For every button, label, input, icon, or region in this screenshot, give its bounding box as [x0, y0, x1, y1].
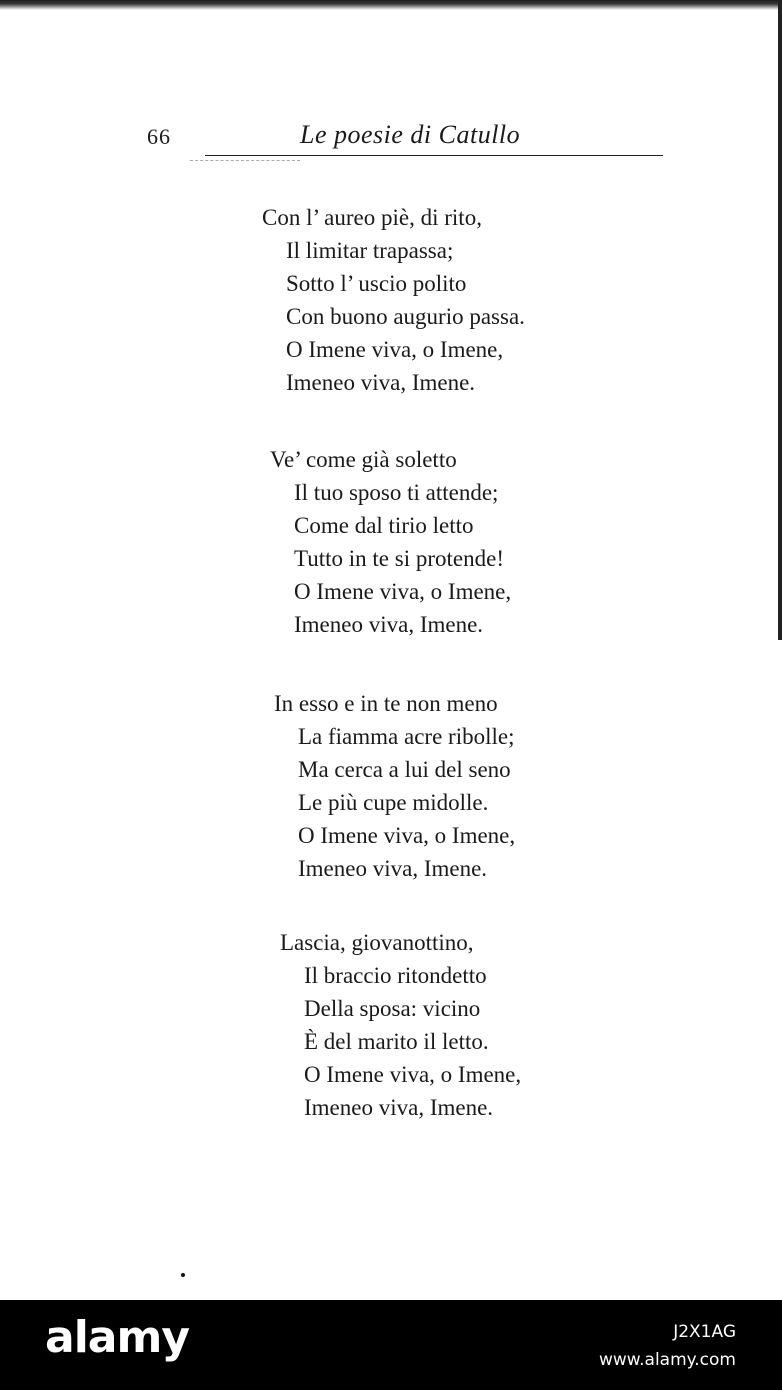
verse-line: O Imene viva, o Imene, [298, 823, 516, 848]
verse-line: È del marito il letto. [304, 1029, 489, 1054]
verse-line: Imeneo viva, Imene. [286, 370, 476, 395]
verse-line: O Imene viva, o Imene, [294, 579, 512, 604]
verse-line: O Imene viva, o Imene, [286, 337, 504, 362]
verse-line: Il limitar trapassa; [286, 238, 454, 263]
verse-line: Con buono augurio passa. [286, 304, 525, 329]
alamy-logo: alamy [45, 1312, 189, 1363]
verse-line: Imeneo viva, Imene. [298, 856, 488, 881]
header-rule-faint [190, 160, 300, 161]
verse-line: Ma cerca a lui del seno [298, 757, 511, 782]
verse-line: O Imene viva, o Imene, [304, 1062, 522, 1087]
running-title: Le poesie di Catullo [300, 120, 521, 149]
verse-line: In esso e in te non meno [274, 691, 498, 716]
image-id: J2X1AG [673, 1322, 736, 1342]
watermark-footer [0, 1300, 782, 1390]
stanza-2 [270, 443, 511, 641]
verse-line: Della sposa: vicino [304, 996, 481, 1021]
verse-line: Imeneo viva, Imene. [294, 612, 484, 637]
verse-line: Le più cupe midolle. [298, 790, 489, 815]
stanza-4 [280, 926, 521, 1124]
stanza-1 [262, 201, 525, 399]
verse-line: Come dal tirio letto [294, 513, 474, 538]
header-rule [205, 155, 663, 156]
verse-line: Tutto in te si protende! [294, 546, 504, 571]
verse-line: Sotto l’ uscio polito [286, 271, 467, 296]
page-number: 66 [147, 124, 171, 149]
ink-speck [181, 1273, 185, 1277]
verse-line: Imeneo viva, Imene. [304, 1095, 494, 1120]
stanza-3 [274, 687, 515, 885]
verse-line: Ve’ come già soletto [270, 447, 457, 472]
verse-line: Con l’ aureo piè, di rito, [262, 205, 482, 230]
scan-edge-top [0, 0, 782, 10]
site-url[interactable]: www.alamy.com [598, 1350, 736, 1370]
verse-line: La fiamma acre ribolle; [298, 724, 515, 749]
scan-edge-right [778, 0, 782, 640]
verse-line: Lascia, giovanottino, [280, 930, 474, 955]
verse-line: Il braccio ritondetto [304, 963, 487, 988]
verse-line: Il tuo sposo ti attende; [294, 480, 499, 505]
